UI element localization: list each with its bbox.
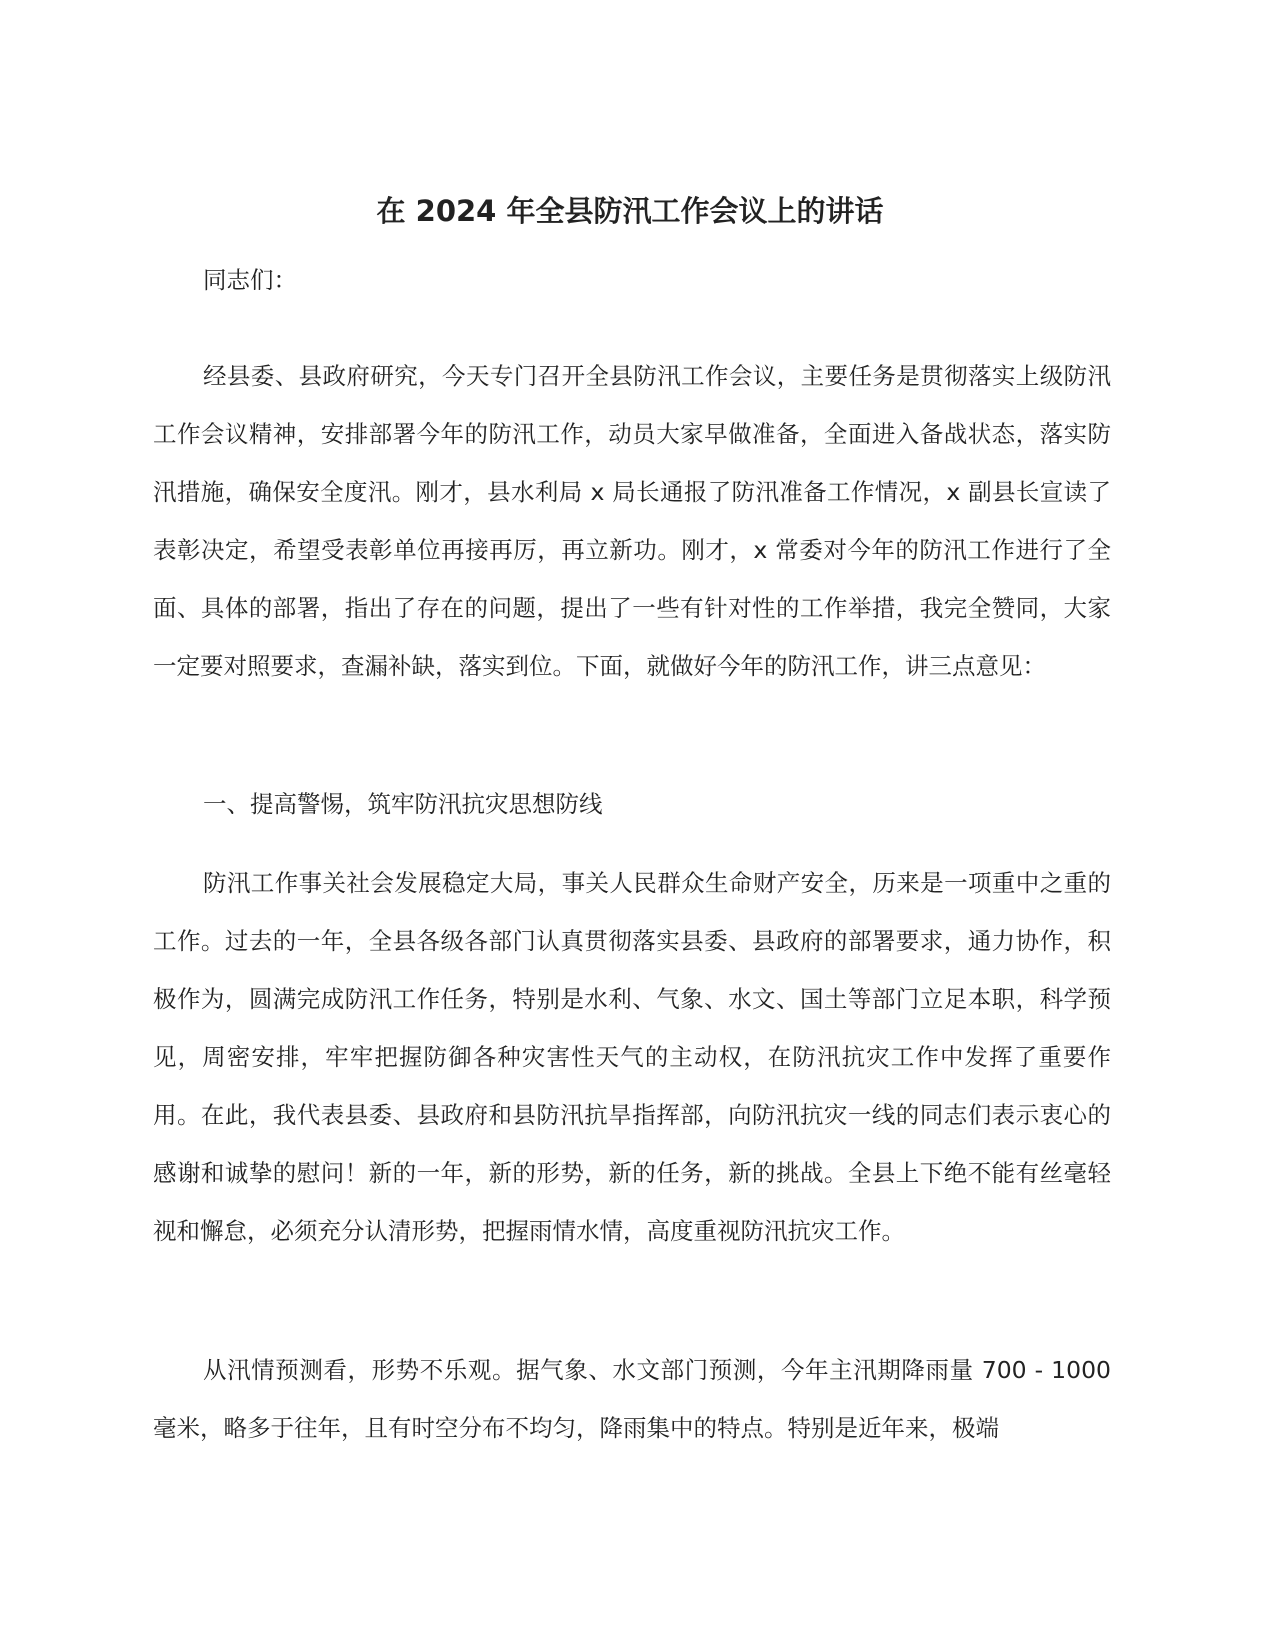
section-heading-1: 一、提高警惕，筑牢防汛抗灾思想防线 [203, 790, 603, 818]
paragraph-section1-body2: 从汛情预测看，形势不乐观。据气象、水文部门预测，今年主汛期降雨量 700 - 1000 毫米，略多于往年，且有时空分布不均匀，降雨集中的特点。特别是近年来，极端 [153, 1356, 1111, 1442]
paragraph-intro: 经县委、县政府研究，今天专门召开全县防汛工作会议，主要任务是贯彻落实上级防汛工作会议精神，安排部署今年的防汛工作，动员大家早做准备，全面进入备战状态，落实防汛措施，确保安全度汛。刚才，县水利局 x 局长通报了防汛准备工作情况，x 副县长宣读了表彰决定，希望受表彰单位再接再厉，再立新功。刚才，x 常委对今年的防汛工作进行了全面、具体的部署，指出了存在的问题，提出了一些有针对性的工作举措，我完全赞同，大家一定要对照要求，查漏补缺，落实到位。下面，就做好今年的防汛工作，讲三点意见： [153, 362, 1111, 680]
paragraph-section1-body1: 防汛工作事关社会发展稳定大局，事关人民群众生命财产安全，历来是一项重中之重的工作。过去的一年，全县各级各部门认真贯彻落实县委、县政府的部署要求，通力协作，积极作为，圆满完成防汛工作任务，特别是水利、气象、水文、国土等部门立足本职，科学预见，周密安排，牢牢把握防御各种灾害性天气的主动权，在防汛抗灾工作中发挥了重要作用。在此，我代表县委、县政府和县防汛抗旱指挥部，向防汛抗灾一线的同志们表示衷心的感谢和诚挚的慰问！新的一年，新的形势，新的任务，新的挑战。全县上下绝不能有丝毫轻视和懈怠，必须充分认清形势，把握雨情水情，高度重视防汛抗灾工作。 [153, 869, 1111, 1245]
greeting: 同志们： [203, 266, 297, 294]
document-title: 在 2024 年全县防汛工作会议上的讲话 [376, 194, 884, 228]
